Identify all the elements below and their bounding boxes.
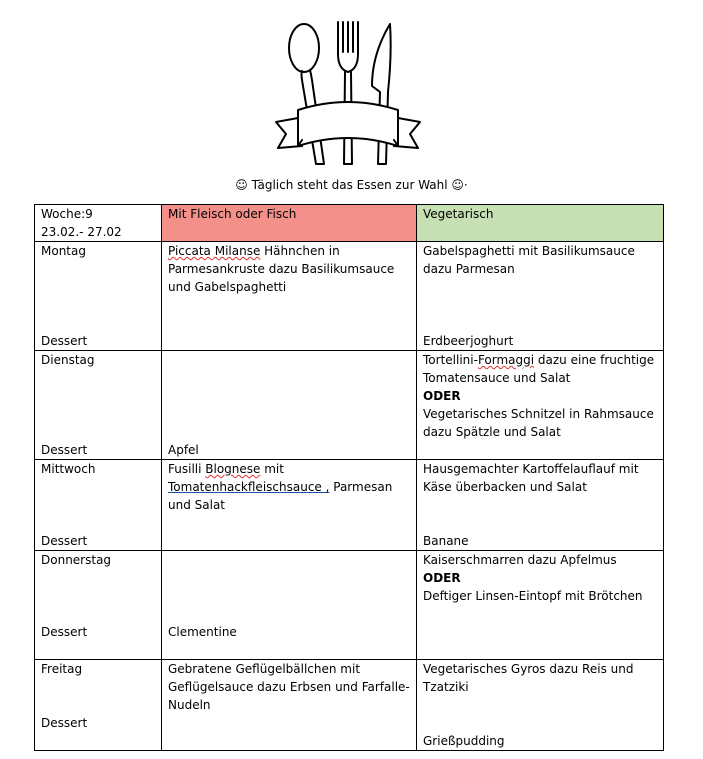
day-cell — [35, 551, 162, 660]
veg-dessert: Erdbeerjoghurt — [423, 334, 514, 348]
oder-label: ODER — [423, 571, 461, 585]
veg-dessert: Banane — [423, 534, 469, 548]
meat-cell — [162, 551, 417, 660]
meat-dish: Fusilli Blognese mit Tomatenhackfleischsauce , Parmesan und Salat — [168, 462, 393, 512]
dessert-label: Dessert — [41, 334, 88, 348]
dessert-label: Dessert — [41, 716, 88, 730]
day-row-mittwoch — [35, 460, 664, 551]
meat-column-title: Mit Fleisch oder Fisch — [168, 207, 297, 221]
meat-cell — [162, 660, 417, 751]
dessert-label: Dessert — [41, 534, 88, 548]
veg-dish-option-b: Deftiger Linsen-Eintopf mit Brötchen — [423, 589, 643, 603]
day-row-donnerstag — [35, 551, 664, 660]
week-label: Woche:9 — [41, 207, 93, 221]
veg-cell — [417, 660, 664, 751]
day-name: Freitag — [41, 662, 83, 676]
day-cell — [35, 242, 162, 351]
subtitle: ☺ Täglich steht das Essen zur Wahl ☺· — [235, 178, 468, 192]
meat-dish: Piccata Milanse Hähnchen in Parmesankruste dazu Basilikumsauce und Gabelspaghetti — [168, 244, 395, 294]
veg-cell — [417, 242, 664, 351]
veg-cell — [417, 551, 664, 660]
veg-dish: Hausgemachter Kartoffelauflauf mit Käse überbacken und Salat — [423, 462, 639, 494]
week-dates: 23.02.- 27.02 — [41, 225, 122, 239]
day-cell — [35, 460, 162, 551]
header-row — [35, 205, 664, 242]
dessert-label: Dessert — [41, 625, 88, 639]
day-name: Dienstag — [41, 353, 95, 367]
veg-cell — [417, 351, 664, 460]
veg-column-title: Vegetarisch — [423, 207, 494, 221]
fork-icon — [338, 22, 358, 164]
day-cell — [35, 351, 162, 460]
veg-dish: Gabelspaghetti mit Basilikumsauce dazu Parmesan — [423, 244, 635, 276]
meat-dessert: Apfel — [168, 443, 199, 457]
veg-dish-option-a: Tortellini-Formaggi dazu eine fruchtige Tomatensauce und Salat — [423, 353, 655, 385]
meat-column-header — [162, 205, 417, 242]
meat-dish: Gebratene Geflügelbällchen mit Geflügelsauce dazu Erbsen und Farfalle-Nudeln — [168, 662, 410, 712]
veg-cell — [417, 460, 664, 551]
day-row-dienstag — [35, 351, 664, 460]
day-cell — [35, 660, 162, 751]
day-row-freitag — [35, 660, 664, 751]
cutlery-banner-logo — [268, 14, 428, 172]
oder-label: ODER — [423, 389, 461, 403]
day-name: Donnerstag — [41, 553, 112, 567]
day-name: Montag — [41, 244, 86, 258]
day-name: Mittwoch — [41, 462, 96, 476]
veg-dish-option-a: Kaiserschmarren dazu Apfelmus — [423, 553, 617, 567]
meat-dessert: Clementine — [168, 625, 237, 639]
ribbon-banner-icon — [276, 102, 420, 148]
veg-dessert: Grießpudding — [423, 734, 505, 748]
veg-column-header — [417, 205, 664, 242]
veg-dish: Vegetarisches Gyros dazu Reis und Tzatziki — [423, 662, 634, 694]
day-row-montag — [35, 242, 664, 351]
meat-cell — [162, 460, 417, 551]
meat-cell — [162, 351, 417, 460]
dessert-label: Dessert — [41, 443, 88, 457]
week-cell — [35, 205, 162, 242]
weekly-menu-table — [34, 204, 664, 751]
veg-dish-option-b: Vegetarisches Schnitzel in Rahmsauce dazu Spätzle und Salat — [423, 407, 654, 439]
meat-cell — [162, 242, 417, 351]
